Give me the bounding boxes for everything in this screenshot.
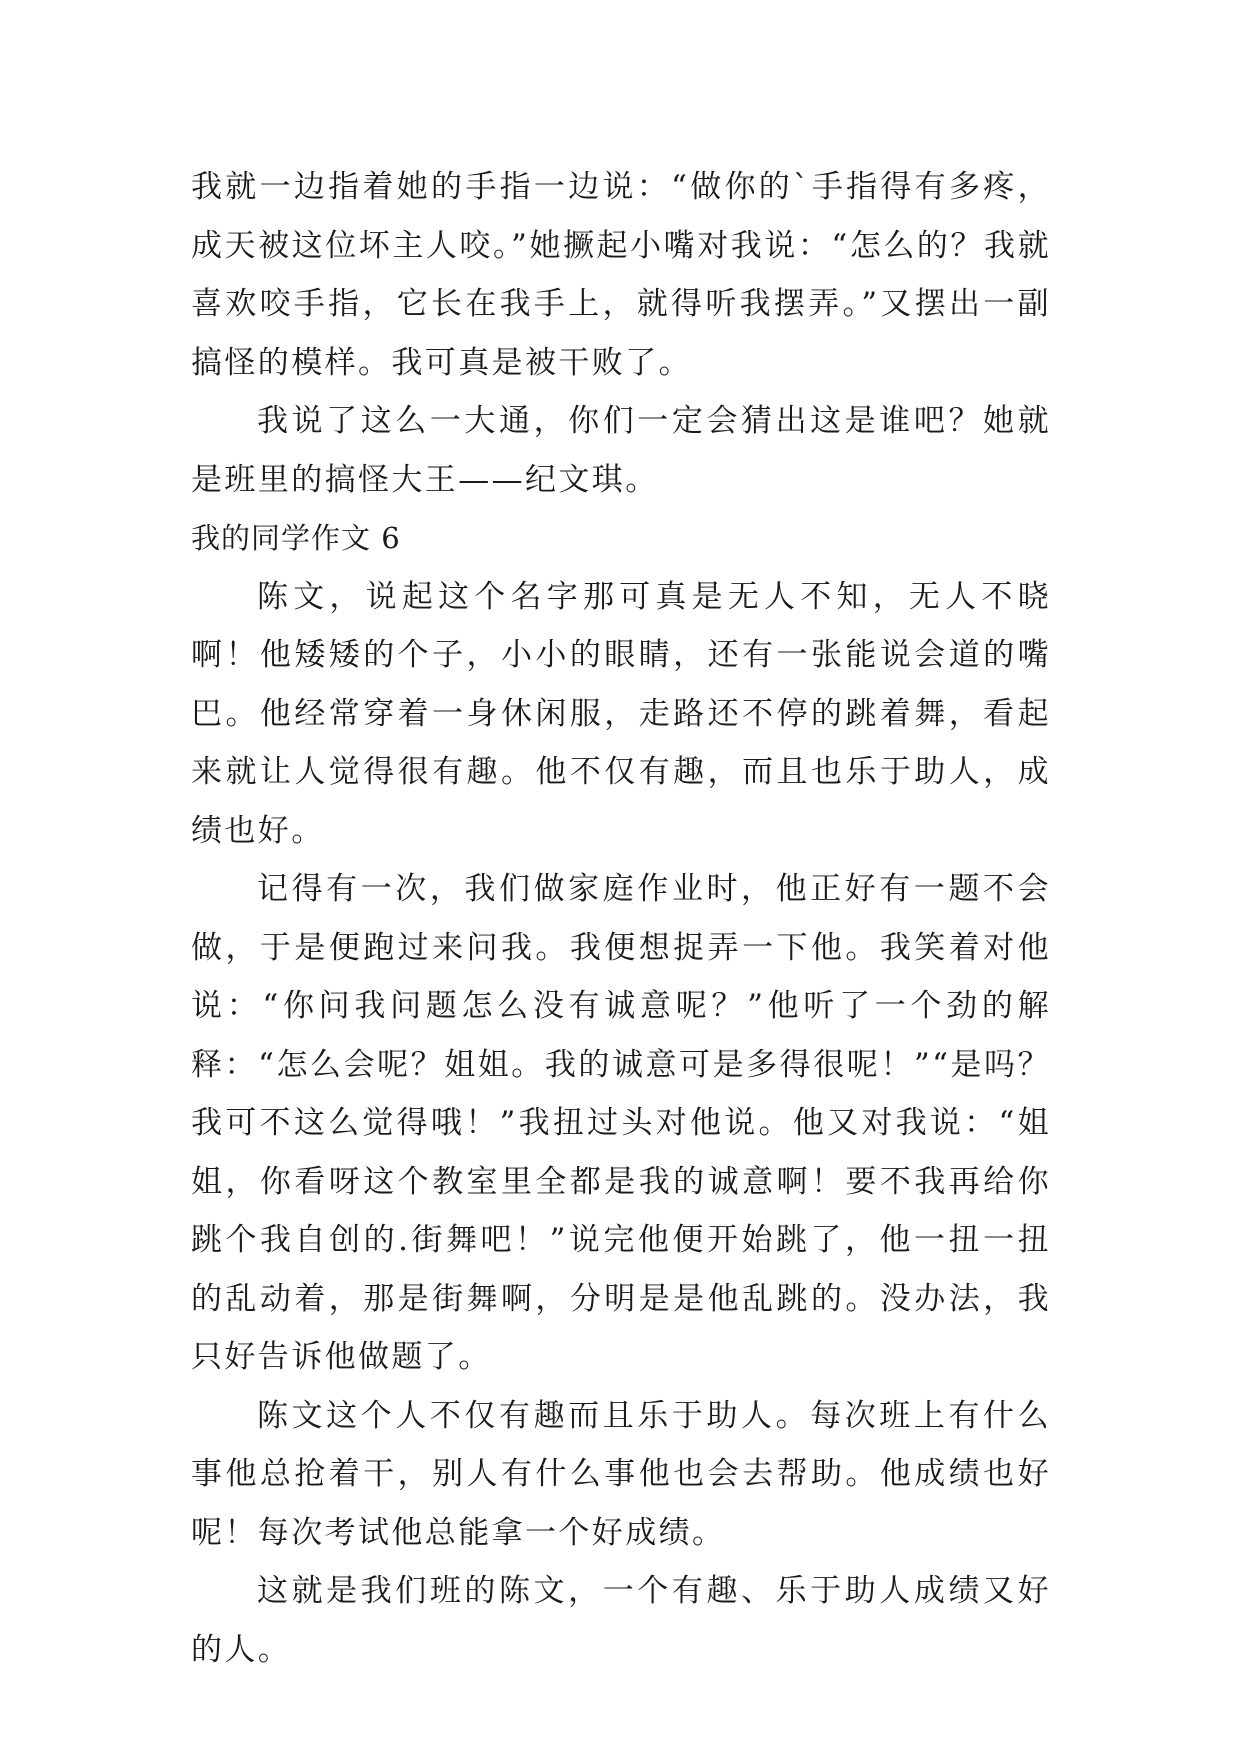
paragraph: 记得有一次，我们做家庭作业时，他正好有一题不会做，于是便跑过来问我。我便想捉弄一下他。我笑着对他说：“你问我问题怎么没有诚意呢？”他听了一个劲的解释：“怎么会呢？姐姐。我的诚意可是多得很呢！”“是吗？我可不这么觉得哦！”我扭过头对他说。他又对我说：“姐姐，你看呀这个教室里全都是我的诚意啊！要不我再给你跳个我自创的.街舞吧！”说完他便开始跳了，他一扭一扭的乱动着，那是街舞啊，分明是是他乱跳的。没办法，我只好告诉他做题了。 xyxy=(191,871,1051,1375)
paragraph: 我就一边指着她的手指一边说：“做你的`手指得有多疼，成天被这位坏主人咬。”她撅起小嘴对我说：“怎么的？我就喜欢咬手指，它长在我手上，就得听我摆弄。”又摆出一副搞怪的模样。我可真是被干败了。 xyxy=(191,169,1051,381)
essay-heading: 我的同学作文 6 xyxy=(191,521,401,555)
paragraph: 这就是我们班的陈文，一个有趣、乐于助人成绩又好的人。 xyxy=(191,1573,1051,1668)
paragraph: 陈文这个人不仅有趣而且乐于助人。每次班上有什么事他总抢着干，别人有什么事他也会去帮助。他成绩也好呢！每次考试他总能拿一个好成绩。 xyxy=(191,1397,1051,1551)
paragraph: 我说了这么一大通，你们一定会猜出这是谁吧？她就是班里的搞怪大王——纪文琪。 xyxy=(191,403,1051,498)
document-page xyxy=(191,158,1051,1679)
paragraph: 陈文，说起这个名字那可真是无人不知，无人不晓啊！他矮矮的个子，小小的眼睛，还有一张能说会道的嘴巴。他经常穿着一身休闲服，走路还不停的跳着舞，看起来就让人觉得很有趣。他不仅有趣，而且也乐于助人，成绩也好。 xyxy=(191,578,1051,849)
